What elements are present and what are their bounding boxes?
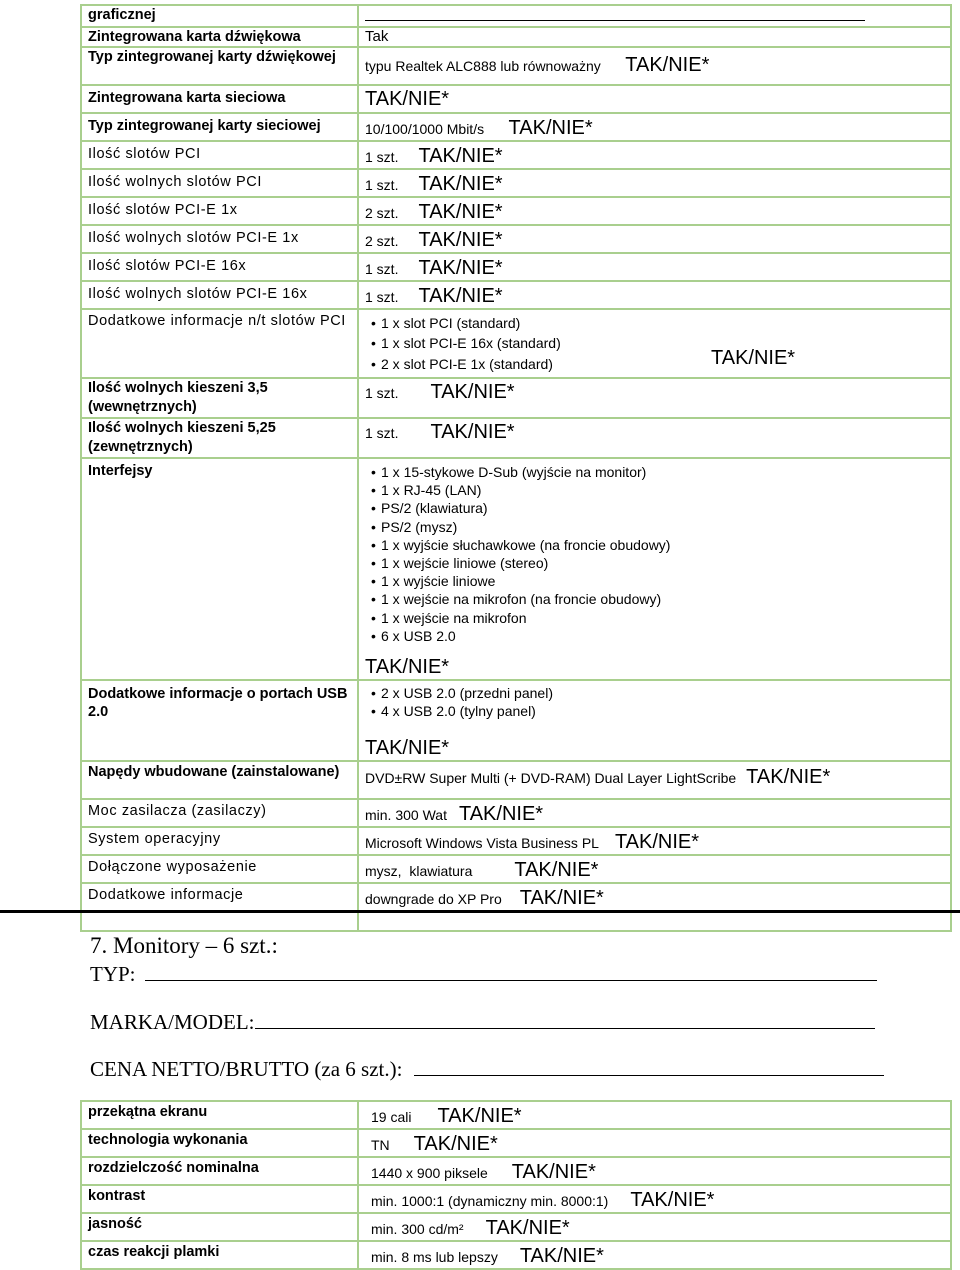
list-item: • PS/2 (mysz) xyxy=(365,518,944,536)
table-row xyxy=(81,113,951,141)
yes-no-mark: TAK/NIE* xyxy=(508,117,593,139)
table-row xyxy=(81,1241,951,1269)
table-row xyxy=(81,799,951,827)
row-label: Typ zintegrowanej karty dźwiękowej xyxy=(88,49,336,65)
row-value: min. 300 Wat xyxy=(365,807,447,824)
row-label: Interfejsy xyxy=(88,463,153,479)
list-item: • 2 x slot PCI-E 1x (standard) xyxy=(365,351,944,377)
list-item: • 1 x wejście na mikrofon (na froncie obudowy) xyxy=(365,590,944,608)
row-label: Ilość wolnych slotów PCI-E 16x xyxy=(88,286,308,302)
row-label: Ilość slotów PCI xyxy=(88,146,201,162)
table-row xyxy=(81,418,951,458)
typ-label: TYP: xyxy=(90,962,136,986)
table-row xyxy=(81,27,951,47)
row-value: 2 szt. xyxy=(365,233,399,249)
list-item: • 1 x wejście na mikrofon xyxy=(365,609,944,627)
list-item: • PS/2 (klawiatura) xyxy=(365,499,944,517)
row-value: 19 cali xyxy=(371,1109,412,1125)
list-item: • 2 x USB 2.0 (przedni panel) xyxy=(365,684,944,702)
row-value: mysz, klawiatura xyxy=(365,863,473,880)
table-row xyxy=(81,1101,951,1129)
row-label: Ilość slotów PCI-E 16x xyxy=(88,258,247,274)
row-label: Ilość wolnych kieszeni 5,25 (zewnętrznych) xyxy=(88,420,276,455)
table-row xyxy=(81,225,951,253)
fill-in-line xyxy=(365,20,865,21)
row-value: 1 szt. xyxy=(365,289,399,305)
row-label: technologia wykonania xyxy=(88,1132,248,1148)
row-label: kontrast xyxy=(88,1188,146,1204)
row-value: TN xyxy=(371,1137,390,1153)
table-row xyxy=(81,1185,951,1213)
marka-model-blank[interactable] xyxy=(255,1008,875,1029)
row-label: Dodatkowe informacje xyxy=(88,887,244,904)
row-value: 1 szt. xyxy=(365,149,399,165)
list-item: • 1 x wyjście słuchawkowe (na froncie obudowy) xyxy=(365,536,944,554)
marka-model-label: MARKA/MODEL: xyxy=(90,1010,255,1034)
table-row xyxy=(81,883,951,931)
list-item: • 1 x slot PCI-E 16x (standard) xyxy=(365,333,944,353)
list-item: • 1 x slot PCI (standard) xyxy=(365,313,944,333)
table-row xyxy=(81,378,951,418)
yes-no-mark: TAK/NIE* xyxy=(430,381,515,403)
yes-no-mark: TAK/NIE* xyxy=(485,1217,570,1239)
row-label: Ilość wolnych slotów PCI xyxy=(88,174,262,190)
computer-spec-table xyxy=(80,4,952,932)
row-label: Napędy wbudowane (zainstalowane) xyxy=(88,764,340,781)
yes-no-mark: TAK/NIE* xyxy=(365,88,450,110)
table-row xyxy=(81,1213,951,1241)
row-label: Zintegrowana karta sieciowa xyxy=(88,90,286,106)
row-label: rozdzielczość nominalna xyxy=(88,1160,259,1176)
row-value: Tak xyxy=(365,28,389,45)
yes-no-mark: TAK/NIE* xyxy=(365,656,450,679)
list-item: • 1 x RJ-45 (LAN) xyxy=(365,481,944,499)
monitor-spec-table xyxy=(80,1100,952,1270)
table-row xyxy=(81,253,951,281)
yes-no-mark: TAK/NIE* xyxy=(625,54,710,76)
row-value: 1 szt. xyxy=(365,425,399,441)
yes-no-mark: TAK/NIE* xyxy=(746,766,831,789)
row-value: 1 szt. xyxy=(365,177,399,193)
row-value: Microsoft Windows Vista Business PL xyxy=(365,835,599,852)
row-label: Dodatkowe informacje o portach USB 2.0 xyxy=(88,686,348,721)
yes-no-mark: TAK/NIE* xyxy=(519,887,604,910)
row-value: downgrade do XP Pro xyxy=(365,891,502,908)
table-row xyxy=(81,197,951,225)
section-heading: 7. Monitory – 6 szt.: xyxy=(90,933,278,958)
row-value: 10/100/1000 Mbit/s xyxy=(365,121,485,137)
typ-field xyxy=(90,960,877,987)
table-row xyxy=(81,141,951,169)
table-row xyxy=(81,1157,951,1185)
yes-no-mark: TAK/NIE* xyxy=(418,173,503,195)
row-value: DVD±RW Super Multi (+ DVD-RAM) Dual Layer LightScribe xyxy=(365,770,737,787)
row-label: Ilość wolnych slotów PCI-E 1x xyxy=(88,230,299,246)
yes-no-mark: TAK/NIE* xyxy=(413,1133,498,1155)
yes-no-mark: TAK/NIE* xyxy=(514,859,599,882)
row-value: 1 szt. xyxy=(365,385,399,401)
row-label: czas reakcji plamki xyxy=(88,1244,220,1260)
yes-no-mark: TAK/NIE* xyxy=(437,1105,522,1127)
table-row xyxy=(81,761,951,799)
yes-no-mark: TAK/NIE* xyxy=(418,257,503,279)
table-row xyxy=(81,309,951,378)
row-label: jasność xyxy=(88,1216,142,1232)
typ-blank[interactable] xyxy=(145,960,877,981)
table-row xyxy=(81,855,951,883)
marka-model-field xyxy=(90,1008,875,1035)
list-item: • 4 x USB 2.0 (tylny panel) xyxy=(365,702,944,720)
yes-no-mark: TAK/NIE* xyxy=(418,145,503,167)
cena-blank[interactable] xyxy=(414,1055,884,1076)
table-row xyxy=(81,827,951,855)
row-label: graficznej xyxy=(88,7,156,23)
table-row xyxy=(81,47,951,85)
section-divider xyxy=(0,910,960,913)
list-item: • 6 x USB 2.0 xyxy=(365,627,944,645)
cena-label: CENA NETTO/BRUTTO (za 6 szt.): xyxy=(90,1057,403,1081)
row-label: Typ zintegrowanej karty sieciowej xyxy=(88,118,321,134)
table-row xyxy=(81,281,951,309)
table-row xyxy=(81,169,951,197)
yes-no-mark: TAK/NIE* xyxy=(418,229,503,251)
table-row xyxy=(81,5,951,27)
table-row xyxy=(81,458,951,680)
yes-no-mark: TAK/NIE* xyxy=(614,831,700,854)
table-row xyxy=(81,680,951,761)
yes-no-mark: TAK/NIE* xyxy=(511,1161,596,1183)
row-value: 2 szt. xyxy=(365,205,399,221)
table-row xyxy=(81,85,951,113)
yes-no-mark: TAK/NIE* xyxy=(458,803,544,826)
row-value: min. 300 cd/m² xyxy=(371,1221,464,1237)
list-item: • 1 x wyjście liniowe xyxy=(365,572,944,590)
row-label: System operacyjny xyxy=(88,831,221,848)
row-label: Zintegrowana karta dźwiękowa xyxy=(88,29,301,45)
row-value: 1440 x 900 piksele xyxy=(371,1165,488,1181)
row-label: Dołączone wyposażenie xyxy=(88,859,257,876)
row-label: przekątna ekranu xyxy=(88,1104,208,1120)
row-label: Ilość wolnych kieszeni 3,5 (wewnętrznych) xyxy=(88,380,268,415)
cena-field xyxy=(90,1055,884,1082)
row-label: Moc zasilacza (zasilaczy) xyxy=(88,803,267,820)
yes-no-mark: TAK/NIE* xyxy=(365,737,450,760)
list-item: • 1 x wejście liniowe (stereo) xyxy=(365,554,944,572)
yes-no-mark: TAK/NIE* xyxy=(418,285,503,307)
yes-no-mark: TAK/NIE* xyxy=(519,1245,604,1267)
table-row xyxy=(81,1129,951,1157)
row-label: Dodatkowe informacje n/t slotów PCI xyxy=(88,313,346,329)
yes-no-mark: TAK/NIE* xyxy=(711,347,796,369)
yes-no-mark: TAK/NIE* xyxy=(430,421,515,443)
row-value: 1 szt. xyxy=(365,261,399,277)
row-value: min. 1000:1 (dynamiczny min. 8000:1) xyxy=(371,1193,609,1209)
row-value: min. 8 ms lub lepszy xyxy=(371,1249,498,1265)
list-item: • 1 x 15-stykowe D-Sub (wyjście na monitor) xyxy=(365,463,944,481)
row-value: typu Realtek ALC888 lub równoważny xyxy=(365,58,601,74)
yes-no-mark: TAK/NIE* xyxy=(418,201,503,223)
yes-no-mark: TAK/NIE* xyxy=(630,1189,715,1211)
row-label: Ilość slotów PCI-E 1x xyxy=(88,202,238,218)
